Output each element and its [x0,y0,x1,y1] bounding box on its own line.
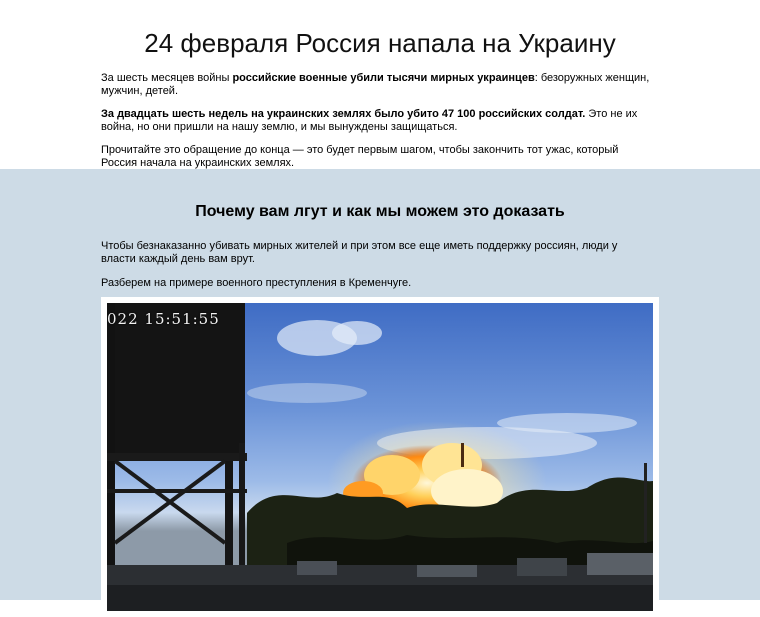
intro-paragraph-2 [101,108,653,134]
intro-p1-start: За шесть месяцев войны [101,72,233,84]
section-paragraph-2: Разберем на примере военного преступления в Кременчуге. [101,277,412,289]
cctv-video[interactable] [107,303,653,611]
intro-p1-bold: российские военные убили тысячи мирных украинцев [232,72,535,84]
section-text [101,240,653,290]
explosion-scene-image [107,303,653,611]
intro-p2-bold: За двадцать шесть недель на украинских землях было убито 47 100 российских солдат. [101,108,586,120]
hero-section [0,0,760,169]
video-timestamp: 022 15:51:55 [107,310,220,328]
intro-p2-end: Это не их война, но они пришли на нашу землю, и мы вынуждены защищаться. [101,108,638,133]
page-title: 24 февраля Россия напала на Украину [144,28,616,58]
intro-p1-end: : безоружных женщин, мужчин, детей. [101,72,650,97]
intro-paragraph-3: Прочитайте это обращение до конца — это будет первым шагом, чтобы закончить тот ужас, который Россия начала на украинских землях. [101,144,619,169]
section-title: Почему вам лгут и как мы можем это доказать [195,203,565,220]
video-frame[interactable] [101,297,659,617]
intro-paragraph-1 [101,72,653,98]
section-paragraph-1: Чтобы безнаказанно убивать мирных жителей и при этом все еще иметь поддержку россиян, люди у власти каждый день вам врут. [101,240,618,265]
intro-text [101,72,653,170]
